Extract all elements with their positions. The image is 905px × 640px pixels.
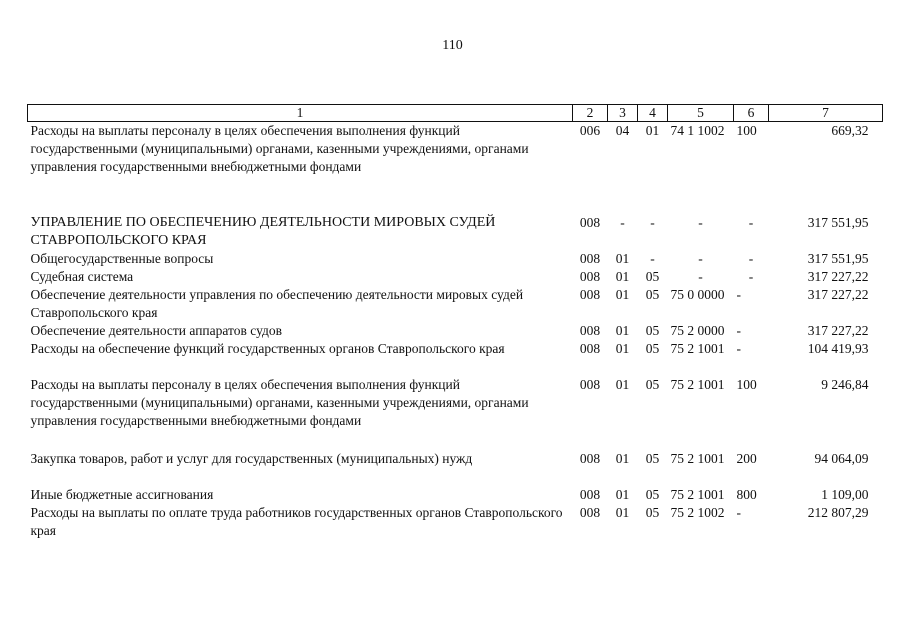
row-code-5: 75 2 1001	[670, 451, 725, 466]
row-code-4: 05	[645, 341, 660, 356]
header-col-5: 5	[668, 105, 734, 122]
header-col-7: 7	[769, 105, 883, 122]
row-code-2: 008	[579, 377, 601, 392]
row-code-6: 200	[736, 451, 757, 466]
row-code-6: 800	[736, 487, 757, 502]
header-row	[28, 105, 883, 122]
header-col-6: 6	[734, 105, 769, 122]
row-code-6: 100	[736, 377, 757, 392]
row-code-3: 01	[615, 341, 630, 356]
row-amount: 317 551,95	[807, 215, 869, 230]
header-col-3: 3	[608, 105, 638, 122]
row-code-6: -	[748, 215, 754, 230]
row-code-3: 01	[615, 251, 630, 266]
header-col-1: 1	[28, 105, 573, 122]
row-code-2: 008	[579, 341, 601, 356]
row-code-3: 01	[615, 377, 630, 392]
row-code-4: 05	[645, 269, 660, 284]
table-row	[28, 250, 883, 268]
row-code-4: 01	[645, 123, 660, 138]
row-code-4: 05	[645, 377, 660, 392]
row-code-4: 05	[645, 287, 660, 302]
table-row	[28, 486, 883, 504]
row-code-2: 008	[579, 251, 601, 266]
row-code-3: -	[620, 215, 625, 230]
row-spacer	[28, 176, 883, 214]
row-amount: 104 419,93	[807, 341, 869, 356]
row-code-2: 006	[579, 123, 601, 138]
row-code-3: 01	[615, 451, 630, 466]
table-row	[28, 268, 883, 286]
row-code-3: 04	[615, 123, 630, 138]
row-amount: 317 227,22	[807, 323, 869, 338]
row-name: Расходы на выплаты по оплате труда работников государственных органов Ставропольского края	[30, 505, 563, 538]
table-row	[28, 122, 883, 177]
row-code-3: 01	[615, 487, 630, 502]
row-code-4: -	[650, 251, 655, 266]
row-code-5: 75 2 0000	[670, 323, 725, 338]
row-amount: 317 227,22	[807, 269, 869, 284]
row-name: Закупка товаров, работ и услуг для государственных (муниципальных) нужд	[30, 451, 473, 466]
row-code-2: 008	[579, 323, 601, 338]
row-code-4: 05	[645, 487, 660, 502]
row-code-6: -	[748, 269, 754, 284]
row-name: Обеспечение деятельности управления по обеспечению деятельности мировых судей Ставропольского края	[30, 287, 524, 320]
row-code-2: 008	[579, 269, 601, 284]
row-code-2: 008	[579, 451, 601, 466]
table-row	[28, 340, 883, 358]
row-code-2: 008	[579, 215, 601, 230]
row-code-5: 75 2 1001	[670, 341, 725, 356]
row-spacer	[28, 430, 883, 450]
budget-table	[27, 104, 883, 540]
row-code-4: -	[650, 215, 655, 230]
table-row	[28, 450, 883, 468]
row-spacer	[28, 358, 883, 376]
row-code-5: 75 2 1002	[670, 505, 725, 520]
row-code-2: 008	[579, 505, 601, 520]
row-code-5: -	[698, 269, 703, 284]
row-code-4: 05	[645, 505, 660, 520]
row-code-6: -	[736, 505, 741, 520]
page-number: 110	[442, 38, 463, 53]
row-code-6: 100	[736, 123, 757, 138]
row-code-5: -	[698, 215, 703, 230]
row-spacer	[28, 468, 883, 486]
row-amount: 94 064,09	[814, 451, 869, 466]
row-code-5: 74 1 1002	[670, 123, 725, 138]
row-name: УПРАВЛЕНИЕ ПО ОБЕСПЕЧЕНИЮ ДЕЯТЕЛЬНОСТИ МИРОВЫХ СУДЕЙ СТАВРОПОЛЬСКОГО КРАЯ	[30, 215, 496, 248]
row-code-4: 05	[645, 451, 660, 466]
table-row	[28, 214, 883, 250]
row-name: Обеспечение деятельности аппаратов судов	[30, 323, 282, 338]
row-name: Общегосударственные вопросы	[30, 251, 214, 266]
row-amount: 212 807,29	[807, 505, 869, 520]
row-code-2: 008	[579, 287, 601, 302]
row-code-5: 75 2 1001	[670, 377, 725, 392]
row-name: Расходы на выплаты персоналу в целях обеспечения выполнения функций государственными (муниципальными) органами, казенными учреждениями, органами управления государственными внебюджетными фондами	[30, 123, 529, 174]
row-amount: 9 246,84	[821, 377, 869, 392]
row-code-2: 008	[579, 487, 601, 502]
row-amount: 1 109,00	[821, 487, 869, 502]
row-code-5: 75 0 0000	[670, 287, 725, 302]
header-col-4: 4	[638, 105, 668, 122]
table-row	[28, 322, 883, 340]
table-row	[28, 286, 883, 322]
row-code-4: 05	[645, 323, 660, 338]
row-code-5: 75 2 1001	[670, 487, 725, 502]
row-name: Судебная система	[30, 269, 134, 284]
row-amount: 317 227,22	[807, 287, 869, 302]
row-code-5: -	[698, 251, 703, 266]
row-amount: 669,32	[831, 123, 869, 138]
row-code-6: -	[748, 251, 754, 266]
row-name: Расходы на обеспечение функций государственных органов Ставропольского края	[30, 341, 505, 356]
header-col-2: 2	[573, 105, 608, 122]
row-code-3: 01	[615, 323, 630, 338]
row-code-3: 01	[615, 287, 630, 302]
row-name: Расходы на выплаты персоналу в целях обеспечения выполнения функций государственными (муниципальными) органами, казенными учреждениями, органами управления государственными внебюджетными фондами	[30, 377, 529, 428]
row-code-6: -	[736, 341, 741, 356]
row-code-3: 01	[615, 269, 630, 284]
row-code-6: -	[736, 323, 741, 338]
row-name: Иные бюджетные ассигнования	[30, 487, 214, 502]
row-code-6: -	[736, 287, 741, 302]
table-row	[28, 376, 883, 430]
table-row	[28, 504, 883, 540]
row-amount: 317 551,95	[807, 251, 869, 266]
row-code-3: 01	[615, 505, 630, 520]
